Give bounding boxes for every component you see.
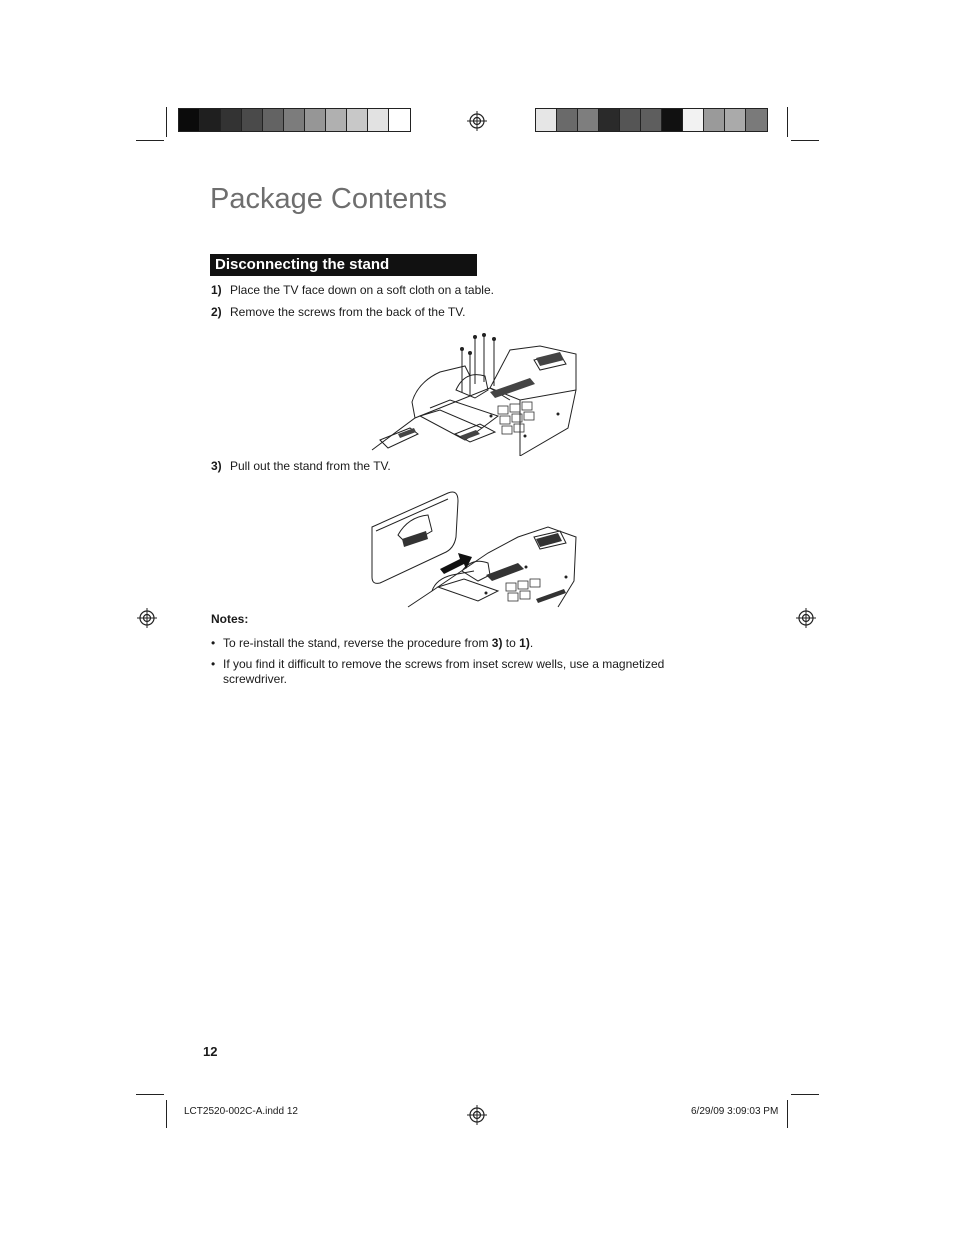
color-swatch xyxy=(263,109,284,131)
crop-mark xyxy=(136,140,164,141)
arrow-right-icon xyxy=(440,553,472,574)
registration-mark-icon xyxy=(467,111,487,131)
crop-mark xyxy=(166,1100,167,1128)
note-step-ref: 3) xyxy=(491,636,503,650)
step-text: Place the TV face down on a soft cloth on a table. xyxy=(230,283,494,297)
color-swatch xyxy=(557,109,578,131)
step-text: Pull out the stand from the TV. xyxy=(230,459,391,473)
note-text-part: . xyxy=(529,636,534,650)
note-text-part: To re-install the stand, reverse the procedure from xyxy=(223,636,492,650)
crop-mark xyxy=(136,1094,164,1095)
note-text-part: to xyxy=(502,636,520,650)
note-step-ref: 1) xyxy=(519,636,530,650)
color-swatch xyxy=(305,109,326,131)
color-swatch xyxy=(284,109,305,131)
page-title: Package Contents xyxy=(210,183,447,215)
notes-heading: Notes: xyxy=(211,612,249,626)
footer-file: LCT2520-002C-A.indd 12 xyxy=(184,1106,298,1117)
bullet: • xyxy=(211,636,216,650)
crop-mark xyxy=(791,140,819,141)
color-swatch xyxy=(704,109,725,131)
registration-mark-icon xyxy=(137,608,157,628)
registration-mark-icon xyxy=(796,608,816,628)
page-number: 12 xyxy=(203,1044,218,1059)
note-item xyxy=(211,636,701,651)
color-swatch xyxy=(242,109,263,131)
step-number: 2) xyxy=(211,305,222,319)
color-swatch xyxy=(683,109,704,131)
crop-mark xyxy=(787,1100,788,1128)
step-1 xyxy=(211,283,494,297)
step-3 xyxy=(211,459,391,473)
bullet: • xyxy=(211,657,216,671)
step-text: Remove the screws from the back of the TV. xyxy=(230,305,466,319)
registration-mark-icon xyxy=(467,1105,487,1125)
color-swatch xyxy=(179,109,200,131)
illustration-pull-stand xyxy=(368,487,578,611)
color-swatch xyxy=(326,109,347,131)
step-number: 1) xyxy=(211,283,222,297)
note-text: If you find it difficult to remove the screws from inset screw wells, use a magnetized screwdriver. xyxy=(223,657,665,686)
color-swatch xyxy=(347,109,368,131)
color-swatch xyxy=(641,109,662,131)
illustration-remove-screws xyxy=(370,330,578,456)
note-item xyxy=(211,657,701,687)
crop-mark xyxy=(166,107,167,137)
color-swatch xyxy=(200,109,221,131)
color-swatch xyxy=(662,109,683,131)
footer-datetime: 6/29/09 3:09:03 PM xyxy=(691,1106,779,1117)
color-swatch xyxy=(578,109,599,131)
step-number: 3) xyxy=(211,459,222,473)
color-swatch xyxy=(368,109,389,131)
note-text xyxy=(223,636,701,651)
crop-mark xyxy=(791,1094,819,1095)
step-2 xyxy=(211,305,465,319)
crop-mark xyxy=(787,107,788,137)
section-heading: Disconnecting the stand xyxy=(210,254,477,276)
color-swatch xyxy=(221,109,242,131)
color-swatch xyxy=(620,109,641,131)
color-swatch xyxy=(599,109,620,131)
color-bar-right xyxy=(535,108,768,132)
color-swatch xyxy=(746,109,767,131)
color-swatch xyxy=(536,109,557,131)
color-bar-left xyxy=(178,108,411,132)
color-swatch xyxy=(389,109,410,131)
color-swatch xyxy=(725,109,746,131)
